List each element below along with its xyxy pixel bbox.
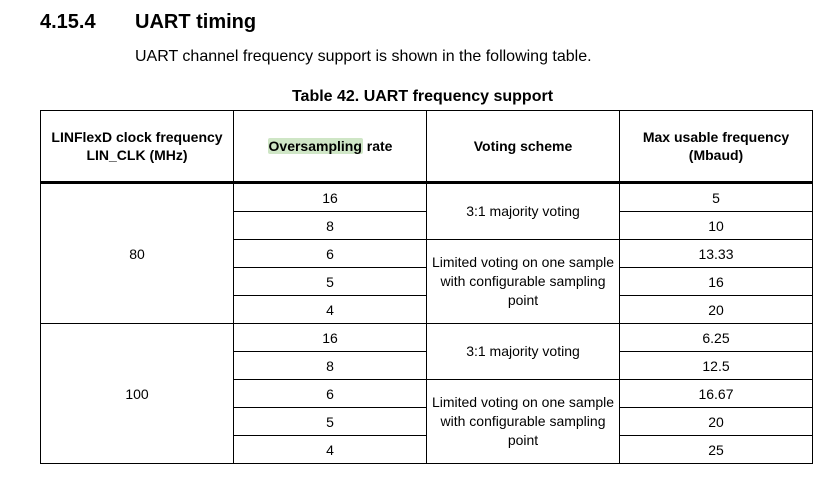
table-row	[41, 183, 813, 212]
rate-cell: 5	[234, 408, 427, 436]
voting-cell: 3:1 majority voting	[427, 324, 620, 380]
voting-cell: Limited voting on one sample with configurable sampling point	[427, 240, 620, 324]
intro-text: UART channel frequency support is shown in the following table.	[135, 48, 592, 65]
rate-cell: 8	[234, 212, 427, 240]
header-clock: LINFlexD clock frequency LIN_CLK (MHz)	[41, 111, 234, 183]
rate-cell: 4	[234, 296, 427, 324]
header-voting: Voting scheme	[427, 111, 620, 183]
voting-cell: Limited voting on one sample with configurable sampling point	[427, 380, 620, 464]
clock-cell: 100	[41, 324, 234, 464]
rate-cell: 5	[234, 268, 427, 296]
clock-cell: 80	[41, 183, 234, 324]
freq-cell: 12.5	[620, 352, 813, 380]
table-header-row	[41, 111, 813, 183]
freq-cell: 25	[620, 436, 813, 464]
table-caption: Table 42. UART frequency support	[291, 88, 554, 105]
section-number: 4.15.4	[40, 11, 96, 33]
rate-cell: 16	[234, 183, 427, 212]
rate-cell: 4	[234, 436, 427, 464]
search-highlight: Oversampling	[268, 138, 362, 154]
voting-cell: 3:1 majority voting	[427, 183, 620, 240]
rate-cell: 16	[234, 324, 427, 352]
header-oversampling	[234, 111, 427, 183]
rate-cell: 6	[234, 240, 427, 268]
header-oversampling-rest: rate	[362, 138, 393, 154]
section-title: UART timing	[135, 11, 257, 33]
rate-cell: 6	[234, 380, 427, 408]
header-max-frequency: Max usable frequency (Mbaud)	[620, 111, 813, 183]
table-row	[41, 324, 813, 352]
freq-cell: 20	[620, 296, 813, 324]
freq-cell: 5	[620, 183, 813, 212]
uart-frequency-table	[40, 110, 813, 464]
rate-cell: 8	[234, 352, 427, 380]
freq-cell: 16.67	[620, 380, 813, 408]
freq-cell: 20	[620, 408, 813, 436]
freq-cell: 13.33	[620, 240, 813, 268]
freq-cell: 6.25	[620, 324, 813, 352]
freq-cell: 10	[620, 212, 813, 240]
freq-cell: 16	[620, 268, 813, 296]
